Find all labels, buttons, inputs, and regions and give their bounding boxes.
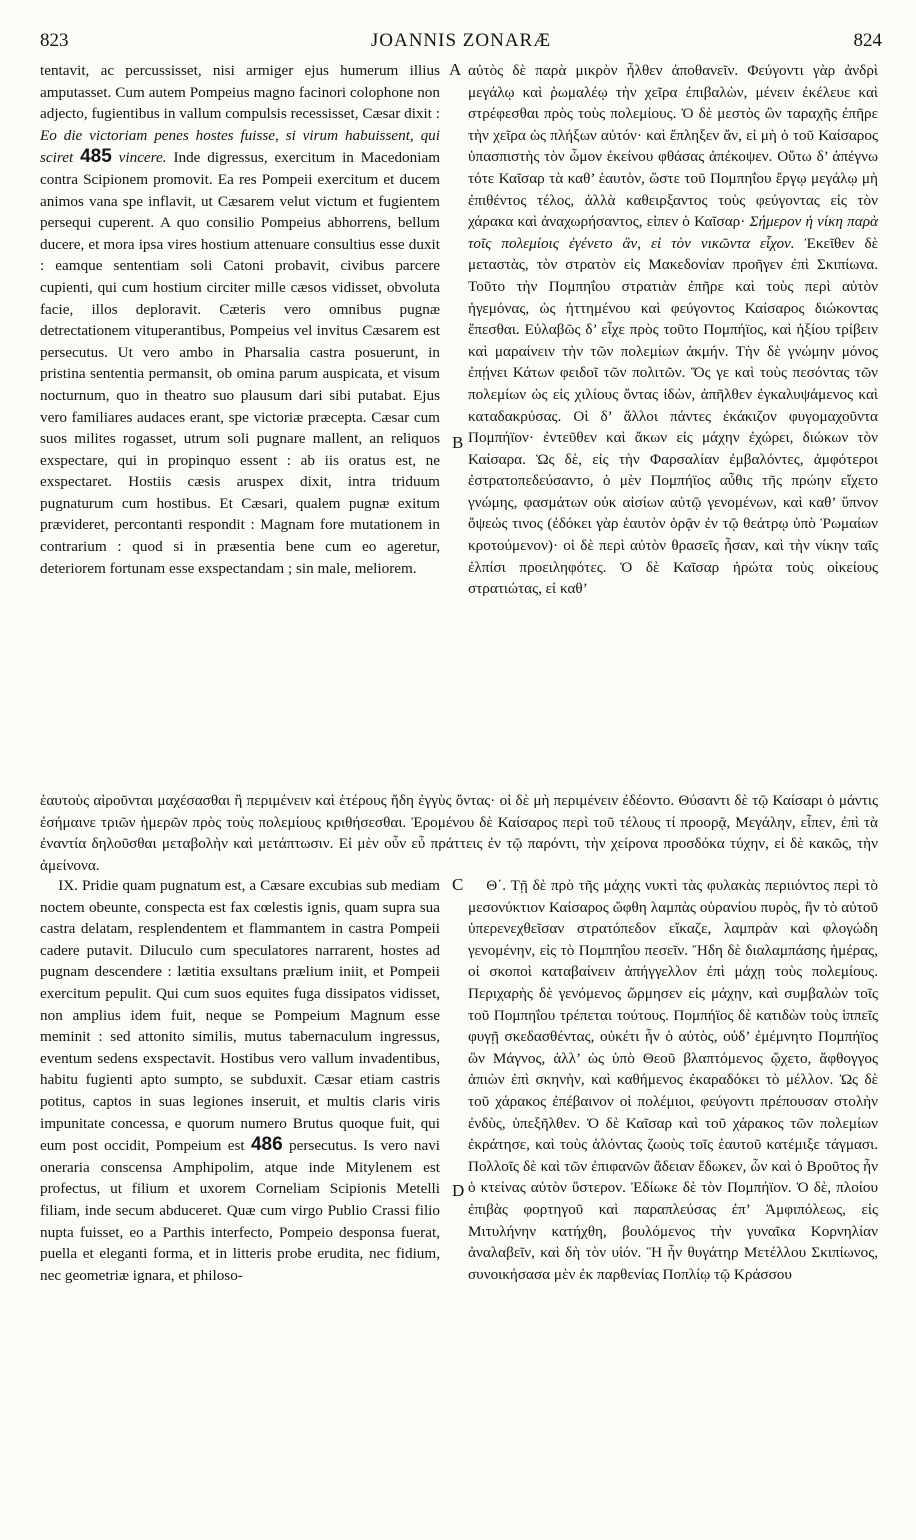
section-marker-a: A bbox=[449, 60, 462, 79]
greek-paragraph bbox=[468, 60, 878, 600]
page-number-left: 823 bbox=[40, 30, 69, 51]
greek-column-bottom bbox=[468, 875, 878, 1285]
greek-text: Ἐκεῖθεν δὲ μεταστὰς, τὸν στρατὸν εἰς Μακεδονίαν προῆγεν ἐπὶ Σκιπίωνα. Τοῦτο τὴν Πομπηΐου στρατιὰν ἐπῆρε καὶ τοὺς περὶ αὐτὸν ἡγεμόνας, ὡς ἡττημένου καὶ φεύγοντος Καίσαρος διώκοντας ἕπεσθαι. Εὐλαβῶς δ’ εἶχε πρὸς τοῦτο Πομπήϊος, καὶ ἠξίου τρίβειν καὶ μαραίνειν τὴν τῶν πολεμίων ἀκμήν. Τὴν δὲ γνώμην μόνος ἐπῄνει Κάτων φειδοῖ τῶν πολιτῶν. Ὅς γε καὶ τοὺς πεσόντας τῶν πολεμίων ὡς εἰς χιλίους ὄντας ἰδὼν, ἀπῆλθεν ἐγκαλυψάμενος καὶ καταδακρύσας. Οἱ δ’ ἄλλοι πάντες ἐκάκιζον φυγομαχοῦντα Πομπήϊον· ἐντεῦθεν καὶ ἄκων εἰς μάχην ἐχώρει, διώκων τὸν Καίσαρα. Ὡς δὲ, εἰς τὴν Φαρσαλίαν ἐμβαλόντες, ἀμφότεροι ἐστρατοπεδεύσαντο, ὁ μὲν Πομπήϊος αὖθις τῆς πρώην εἴχετο γνώμης, φασμάτων οὐκ αἰσίων αὐτῷ γενομένων, καὶ καθ’ ὕπνον ὄψεώς τινος (ἐδόκει γὰρ ἑαυτὸν ὁρᾷν ἐν τῷ θεάτρῳ ὑπὸ Ῥωμαίων κροτούμενον)· οἱ δὲ περὶ αὐτὸν θρασεῖς ἦσαν, καὶ τὴν νίκην ταῖς ἐλπίσι προειληφότες. Ὁ δὲ Καῖσαρ ἠρώτα τοὺς οἰκείους στρατιώτας, εἰ καθ’ bbox=[468, 234, 879, 598]
page-number-right: 824 bbox=[853, 30, 882, 51]
running-title: JOANNIS ZONARÆ bbox=[370, 30, 552, 51]
section-marker-d: D bbox=[452, 1181, 465, 1200]
page-header bbox=[40, 30, 882, 54]
margin-number-486: 486 bbox=[250, 1134, 283, 1156]
latin-column-top bbox=[40, 60, 440, 579]
greek-paragraph: Θ΄. Τῇ δὲ πρὸ τῆς μάχης νυκτὶ τὰς φυλακὰς περιιόντος περὶ τὸ μεσονύκτιον Καίσαρος ὤφθη λαμπὰς οὐρανίου πυρὸς, ἣν τὸ αὐτοῦ ὑπερενεχθεῖσαν στρατόπεδον εἴκαζε, λαμπρὰν καὶ φλογώδη γενομένην, εἰς τὸ Πομπηΐου πεσεῖν. Ἤδη δὲ διαλαμπάσης ἡμέρας, οἱ σκοποὶ καταβαίνειν ἀπήγγελλον ἐπὶ μάχῃ τοὺς πολεμίους. Περιχαρὴς δὲ γενόμενος ὥρμησεν εἰς μάχην, καὶ συμβαλὼν τοῖς τοῦ Πομπηΐου τρέπεται τούτους. Πομπήϊος δὲ κατιδὼν τοὺς ἱππεῖς φυγῇ σκεδασθέντας, οὐκέτι ἦν ὁ αὐτὸς, οὐδ’ ἐμέμνητο Πομπήϊος ὢν Μάγνος, ἀλλ’ ὡς ὑπὸ Θεοῦ βλαπτόμενος ᾤχετο, ἄφθογγος ἀπιὼν ἐπὶ σκηνὴν, καὶ καθήμενος ἐκαραδόκει τὸ μέλλον. Ὡς δὲ τοῦ χάρακος ἐπέβαινον οἱ πολέμιοι, φεύγοντι πρέπουσαν στολὴν ἐνδὺς, ὑπεξῆλθεν. Ὁ δὲ Καῖσαρ καὶ τοῦ χάρακος τῶν πολεμίων ἐκράτησε, καὶ τοὺς ἁλόντας ζωοὺς τοῖς ἑαυτοῦ κατέμιξε τάγμασι. Πολλοῖς δὲ καὶ τῶν ἐπιφανῶν ἄδειαν ἔδωκεν, ὧν καὶ ὁ Βροῦτος ἦν ὁ κτείνας αὐτὸν ὕστερον. Ἐδίωκε δὲ τὸν Πομπήϊον. Ὁ δὲ, πλοίου ἐπιβὰς φορτηγοῦ καὶ παραπλεύσας ἐπ’ Ἀμφιπόλεως, εἰς Μιτυλήνην κατήχθη, βουλόμενος τὴν γυναῖκα Κορνηλίαν ἀναλαβεῖν, καὶ δὴ τὸν υἱόν. Ἣ ἦν θυγάτηρ Μετέλλου Σκιπίωνος, συνοικήσασα μὲν ἐκ παρθενίας Ποπλίῳ τῷ Κράσσου bbox=[468, 877, 878, 1283]
latin-text: tentavit, ac percussisset, nisi armiger ejus humerum illius amputasset. Cum autem Pompeius magno facinori colophone non adjecto, fugientibus in vallum compulsis recessisset, Cæsar dixit : bbox=[40, 62, 440, 123]
greek-full-width-paragraph: ἑαυτοὺς αἱροῦνται μαχέσασθαι ἢ περιμένειν καὶ ἑτέρους ἤδη ἐγγὺς ὄντας· οἱ δὲ μὴ περιμένειν ἐδέοντο. Θύσαντι δὲ τῷ Καίσαρι ὁ μάντις ἐσήμαινε τριῶν ἡμερῶν πρὸς τοὺς πολεμίους κριθήσεσθαι. Ἐρομένου δὲ Καίσαρος περὶ τοῦ τέλους τί προορᾷ, Μεγάλην, εἶπεν, ἐπὶ τὰ ἐναντία δηλοῦσθαι μεταβολὴν καὶ μετάπτωσιν. Εἰ μὲν οὖν εὖ πράττεις ἐν τῷ παρόντι, τὴν χείρονα προσδόκα τύχην, εἰ δὲ κακῶς, τὴν ἀμείνονα. bbox=[40, 792, 878, 874]
latin-paragraph bbox=[40, 875, 440, 1286]
section-marker-b: B bbox=[452, 433, 464, 452]
section-marker-c: C bbox=[452, 875, 464, 894]
latin-text: Inde digressus, exercitum in Macedoniam contra Scipionem promovit. Ea res Pompeii exercitum et ducem animos vana spe inflavit, ut Cæsarem velut victum et fugientem persequi cuperent. A quo consilio Pompeius abhorrens, bellum ducere, et mora ipsa vires hostium attenuare consultius esse duxit : eamque sententiam soli Catoni probavit, civibus parcere cupienti, qui cum hostium circiter mille cæsos vidisset, obvoluta facie, illos deploravit. Cæteris vero omnibus pugnæ detrectationem vituperantibus, Pompeius vel invitus Cæsarem est persecutus. Ut vero ambo in Pharsalia castra posuerunt, in pristina sententia permansit, ob omina parum auspicata, et visum nocturnum, quo in theatro suo plausum dari sibi putabat. Ejus vero familiares audaces erant, spe victoriæ præcepta. Cæsar cum suos milites rogasset, utrum soli pugnare mallent, an reliquos exspectare, qui in propinquo essent : ab iis oratus est, ne exspectaret. Hostiis cæsis aruspex dixit, intra triduum pugnaturum cum hostibus. Et Cæsari, qualem pugnæ exitum prævideret, percontanti respondit : Magnam fore mutationem in contrarium : quod si in præsentia bene cum eo ageretur, deteriorem fortunam esse exspectandam ; sin male, meliorem. bbox=[40, 149, 441, 577]
latin-quote-end: vincere. bbox=[118, 149, 167, 167]
latin-quote: Eo die victoriam penes hostes fuisse, si virum habuissent, qui sciret bbox=[40, 126, 440, 167]
latin-text: IX. Pridie quam pugnatum est, a Cæsare excubias sub mediam noctem obeunte, conspecta est fax cœlestis ignis, quam supra sua castra delatam, resplendentem et flammantem in castra Pompeii cadere putavit. Diluculo cum speculatores narrarent, hostes ad pugnam descendere : lætitia exsultans prælium iniit, et Pompeii exercitum pepulit. Qui cum suos equites fuga dissipatos vidisset, non amplius idem fuit, neque se Pompeium Magnum esse meminit : sed attonito similis, mutus tabernaculum ingressus, eventum sedens exspectavit. Hostibus vero vallum invadentibus, habitu fugienti apto sumpto, se subduxit. Cæsar etiam castris potitus, captos in suas legiones inseruit, et multis claris viris impunitate concessa, e quorum numero Brutus quoque fuit, qui eum post occidit, Pompeium est bbox=[40, 877, 440, 1155]
latin-column-bottom bbox=[40, 875, 440, 1286]
latin-paragraph bbox=[40, 60, 440, 579]
margin-number-485: 485 bbox=[80, 146, 112, 168]
latin-text: persecutus. Is vero navi oneraria conscensa Amphipolim, atque inde Mitylenem est profectus, ut filium et uxorem Corneliam Scipionis Metelli filiam, inde secum abduceret. Quæ cum virgo Publio Crassi filio nupta fuisset, eo a Parthis interfecto, Pompeio desponsa fuerat, puella et eleganti forma, et in litteris probe erudita, nec fidium, nec geometriæ ignara, et philoso- bbox=[40, 1137, 441, 1284]
greek-quote: Σήμερον ἡ νίκη παρὰ τοῖς πολεμίοις ἐγένετο ἂν, εἰ τὸν νικῶντα εἶχον. bbox=[468, 213, 878, 252]
greek-text: αὐτὸς δὲ παρὰ μικρὸν ἦλθεν ἀποθανεῖν. Φεύγοντι γὰρ ἀνδρὶ μεγάλῳ καὶ ῥωμαλέῳ τὴν χεῖρα ἐπιβαλὼν, μένειν ἐκέλευε καὶ στρέφεσθαι πρὸς τοὺς πολεμίους. Ὁ δὲ μεστὸς ὢν ταραχῆς ἐπῆρε τὴν χεῖρα ὡς πλήξων αὐτόν· καὶ ἔπληξεν ἄν, εἰ μὴ ὁ τοῦ Καίσαρος ὑπασπιστὴς τὸν ὦμον ἐκείνου φθάσας ἀπέκοψεν. Οὕτω δ’ ἀπέγνω τότε Καῖσαρ τὰ καθ’ ἑαυτὸν, ὥστε τοῦ Πομπηΐου ἔργῳ μεγάλῳ μὴ ἐπιθέντος τέλος, ἀλλὰ καθειρξαντος τοὺς φεύγοντας εἰς τὸν χάρακα καὶ ἀναχωρήσαντος, εἰπεν ὁ Καῖσαρ· bbox=[468, 62, 878, 231]
greek-column-top bbox=[468, 60, 878, 600]
